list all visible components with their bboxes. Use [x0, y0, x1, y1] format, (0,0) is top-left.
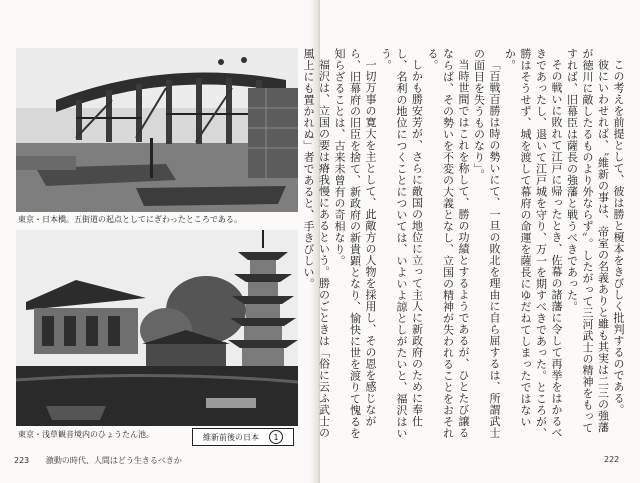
- left-page-footer: [14, 455, 182, 466]
- body-paragraph-7: 一切万事の寛大を主として、此敵方の人物を採用し、その恩を感じながら、旧幕府の旧臣を捨て、新政府の新貴顕となり、愉快に世を渡りて愧るを知らざることは、古来未曾有の奇相なり。: [333, 48, 377, 439]
- nihonbashi-photo: [16, 48, 298, 212]
- section-number: 1: [269, 430, 283, 444]
- body-paragraph-3: その戦いに敗れて江戸に帰ったとき、佐幕の諸藩に令して再挙をはかるべきであったし、退いて江戸城を守り、万一を期すべきであった。ところが、勝はそうせず、城を渡して幕府の命運を薩長にゆだねてしまったではないか。: [503, 48, 563, 439]
- section-title: 維新前後の日本: [203, 432, 259, 442]
- photo-caption-nihonbashi: 東京・日本橋。五街道の起点としてにぎわったところである。: [18, 215, 242, 224]
- running-head: 激動の時代、人間はどう生きるべきか: [45, 456, 182, 465]
- section-label: [192, 428, 294, 446]
- body-paragraph-2: 彼にいわせれば、〝維新の事は、帝室の名義ありと雖も其実は二三の強藩が徳川に敵したるものより外ならず〟。したがって三河武士の精神をもってすれば、旧幕臣は薩長の強藩と戦うべきであった。: [565, 48, 610, 434]
- body-paragraph-4: 「百戦百勝は時の勢いにて、一旦の敗北を理由に自ら屈するは、所謂武士の面目を失うものなり」。: [472, 48, 501, 439]
- left-page: [0, 0, 318, 483]
- asakusa-pond-photo: [16, 230, 298, 426]
- body-paragraph-6: しかも勝安芳が、さらに敵国の地位に立って主人に新政府のために奉仕し、名利の地位につくことについては、いよいよ諒としがたいと、福沢はいう。: [379, 48, 424, 439]
- vertical-body-text: [302, 48, 626, 443]
- body-paragraph-5: 当時世間ではこれを称して、勝の功績とするようであるが、ひとたび譲るならば、その勢いを不変の大義となし、立国の精神が失われることをおそれる。: [426, 48, 470, 439]
- left-page-number: 223: [14, 456, 30, 465]
- body-paragraph-8: 福沢は、立国の要は瘠我慢にあるという。勝のごときは「俗に云ふ武士の風上にも置かれぬ」者であると、手きびしい。: [302, 48, 331, 439]
- photo-caption-asakusa: 東京・浅草観音境内のひょうたん池。: [18, 430, 154, 439]
- body-paragraph-1: この考えを前提として、彼は勝と榎本をきびしく批判するのである。: [612, 59, 625, 416]
- right-page-number: 222: [604, 455, 620, 464]
